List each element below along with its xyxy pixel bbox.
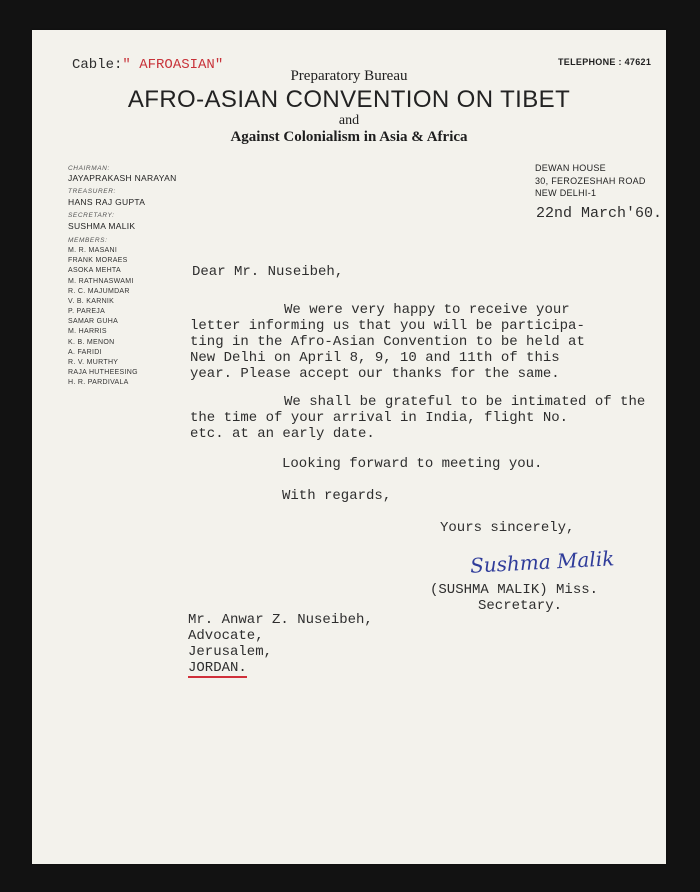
body-line: letter informing us that you will be participa- xyxy=(190,318,585,334)
member-name: K. B. MENON xyxy=(68,339,115,346)
regards-line: With regards, xyxy=(282,488,392,504)
address-line: 30, FEROZESHAH ROAD xyxy=(535,176,646,186)
closing-line: Looking forward to meeting you. xyxy=(282,456,543,472)
member-name: ASOKA MEHTA xyxy=(68,267,121,274)
signer-title: Secretary. xyxy=(478,598,563,614)
treasurer-name: HANS RAJ GUPTA xyxy=(68,197,146,207)
member-name: FRANK MORAES xyxy=(68,257,128,264)
secretary-role: SECRETARY: xyxy=(68,212,115,219)
chairman-name: JAYAPRAKASH NARAYAN xyxy=(68,173,177,183)
preparatory-bureau: Preparatory Bureau xyxy=(290,68,408,84)
body-line: New Delhi on April 8, 9, 10 and 11th of this xyxy=(190,350,560,366)
member-name: V. B. KARNIK xyxy=(68,298,115,305)
handwritten-signature: Sushma Malik xyxy=(469,546,615,578)
cable-label: Cable: xyxy=(72,57,123,73)
letterhead-title: AFRO-ASIAN CONVENTION ON TIBET xyxy=(127,86,571,113)
member-name: SAMAR GUHA xyxy=(68,318,119,325)
body-line: We shall be grateful to be intimated of the xyxy=(284,394,646,410)
body-line: etc. at an early date. xyxy=(190,426,375,442)
letter-page xyxy=(32,30,666,864)
member-name: M. R. MASANI xyxy=(68,247,118,254)
address-line: DEWAN HOUSE xyxy=(535,163,606,173)
member-name: A. FARIDI xyxy=(68,349,102,356)
member-name: RAJA HUTHEESING xyxy=(68,369,138,376)
member-name: P. PAREJA xyxy=(68,308,106,315)
letter-date: 22nd March'60. xyxy=(536,205,663,222)
sign-off: Yours sincerely, xyxy=(440,520,575,536)
body-line: year. Please accept our thanks for the same. xyxy=(190,366,560,382)
body-line: ting in the Afro-Asian Convention to be held at xyxy=(190,334,585,350)
address-line: NEW DELHI-1 xyxy=(535,188,597,198)
chairman-role: CHAIRMAN: xyxy=(68,165,110,172)
member-name: R. C. MAJUMDAR xyxy=(68,288,130,295)
member-name: R. V. MURTHY xyxy=(68,359,119,366)
body-line: We were very happy to receive your xyxy=(284,302,570,318)
treasurer-role: TREASURER: xyxy=(68,188,116,195)
members-role: MEMBERS: xyxy=(68,237,108,244)
salutation: Dear Mr. Nuseibeh, xyxy=(192,264,344,280)
member-name: M. HARRIS xyxy=(68,328,107,335)
telephone-number: TELEPHONE : 47621 xyxy=(558,57,652,67)
member-name: H. R. PARDIVALA xyxy=(68,379,129,386)
letterhead-and: and xyxy=(338,113,360,128)
recipient-country: JORDAN. xyxy=(188,660,247,676)
cable-value: " AFROASIAN" xyxy=(122,57,224,73)
recipient-title: Advocate, xyxy=(188,628,264,644)
recipient-city: Jerusalem, xyxy=(188,644,273,660)
recipient-name: Mr. Anwar Z. Nuseibeh, xyxy=(188,612,373,628)
body-line: the time of your arrival in India, flight No. xyxy=(190,410,569,426)
letterhead-subtitle: Against Colonialism in Asia & Africa xyxy=(230,129,468,145)
secretary-name: SUSHMA MALIK xyxy=(68,221,136,231)
signer-name: (SUSHMA MALIK) Miss. xyxy=(430,582,599,598)
member-name: M. RATHNASWAMI xyxy=(68,278,134,285)
